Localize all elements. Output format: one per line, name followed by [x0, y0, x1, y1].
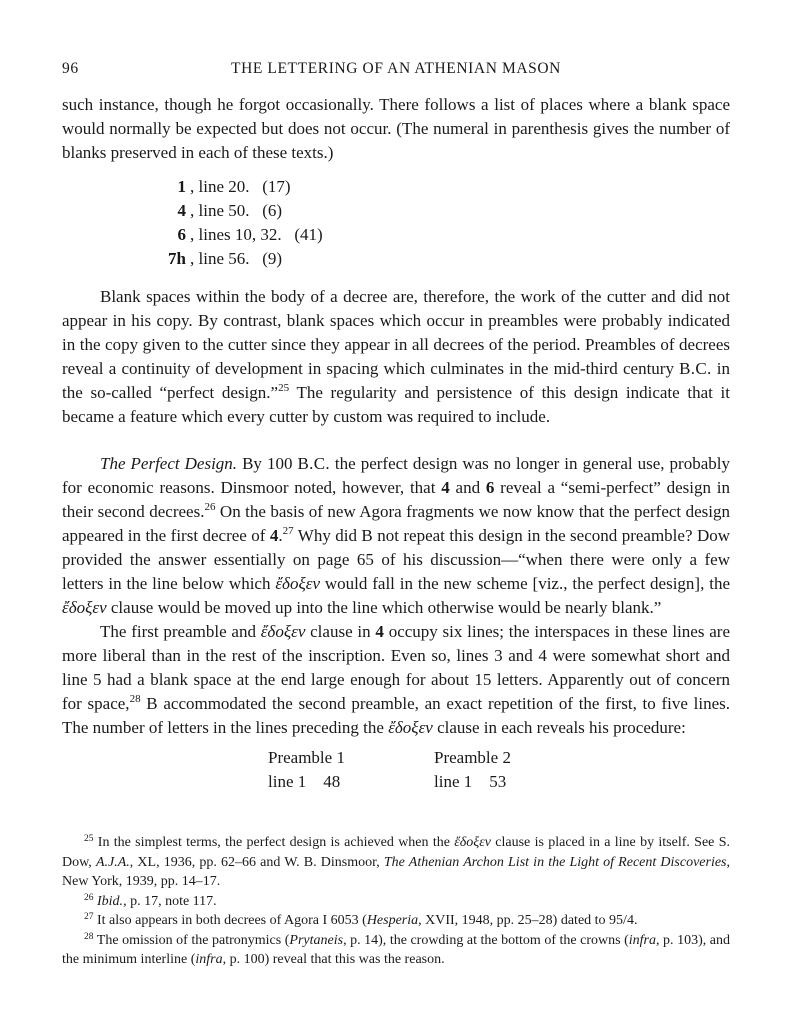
blank-space-list	[62, 175, 730, 271]
paragraph-first-preamble: The first preamble and ἔδοξεν clause in 4 occupy six lines; the interspaces in these lines are more liberal than in the rest of the inscription. Even so, lines 3 and 4 were somewhat short and line 5 had a blank space at the end large enough for about 15 letters. Apparently out of concern for space,$^{28}$ B accommodated the second preamble, an exact repetition of the first, to five lines. The number of letters in the lines preceding the ἔδοξεν clause in each reveals his procedure:	[62, 622, 731, 737]
table-cell: line 1 53	[434, 772, 507, 791]
running-title: THE LETTERING OF AN ATHENIAN MASON	[231, 60, 561, 77]
footnote-28: $^{28}$ The omission of the patronymics (Prytaneis, p. 14), the crowding at the bottom of the crowns (infra, p. 103), and the minimum interline (infra, p. 100) reveal that this was the reason.	[62, 931, 730, 967]
preamble-2-column	[434, 746, 511, 794]
text-number: 4	[177, 201, 186, 220]
column-header: Preamble 2	[434, 748, 511, 767]
column-header: Preamble 1	[268, 748, 345, 767]
footnote-25: $^{25}$ In the simplest terms, the perfect design is achieved when the ἔδοξεν clause is placed in a line by itself. See S. Dow, A.J.A., XL, 1936, pp. 62–66 and W. B. Dinsmoor, The Athenian Archon List in the Light of Recent Discoveries, New York, 1939, pp. 14–17.	[62, 834, 730, 889]
section-heading: The Perfect Design.	[100, 454, 238, 473]
list-item	[62, 175, 730, 199]
body-text	[62, 93, 730, 798]
greek-word: ἔδοξεν	[260, 622, 306, 641]
footnote-27: $^{27}$ It also appears in both decrees of Agora I 6053 (Hesperia, XVII, 1948, pp. 25–28) dated to 95/4.	[84, 912, 638, 928]
list-item	[62, 223, 730, 247]
list-item	[62, 199, 730, 223]
footnote-ref-27[interactable]: 27	[282, 525, 294, 537]
preamble-1-column	[268, 746, 345, 794]
footnote-ref-25[interactable]: 25	[278, 382, 290, 394]
list-item-text: , line 50. (6)	[190, 201, 283, 220]
footnote-ref-28[interactable]: 28	[129, 693, 141, 705]
list-item-text: , lines 10, 32. (41)	[190, 225, 323, 244]
running-header	[62, 60, 730, 82]
text-number: 1	[177, 177, 186, 196]
footnote-26: $^{26}$ Ibid., p. 17, note 117.	[84, 892, 217, 909]
list-item	[62, 247, 730, 271]
table-cell: line 1 48	[268, 772, 341, 791]
bc-abbrev: B.C.	[679, 359, 712, 378]
footnotes	[62, 833, 730, 970]
greek-word: ἔδοξεν	[62, 598, 107, 617]
text-number: 7h	[168, 249, 186, 268]
page-number: 96	[62, 60, 79, 77]
intro-paragraph: such instance, though he forgot occasionally. There follows a list of places where a blank space would normally be expected but does not occur. (The numeral in parenthesis gives the number of blanks preserved in each of these texts.)	[62, 95, 730, 162]
footnote-ref-26[interactable]: 26	[204, 501, 216, 513]
greek-word: ἔδοξεν	[388, 718, 433, 737]
paragraph-blank-spaces: Blank spaces within the body of a decree are, therefore, the work of the cutter and did not appear in his copy. By contrast, blank spaces which occur in preambles were probably indicated in the copy given to the cutter since they appear in all decrees of the period. Preambles of decrees reveal a continuity of development in spacing which culminates in the mid-third century B.C. in the so-called “perfect design.”$^{25}$ The regularity and persistence of this design indicate that it became a feature which every cutter by custom was required to include.	[62, 287, 730, 426]
text-number: 6	[177, 225, 186, 244]
greek-word: ἔδοξεν	[454, 835, 491, 850]
greek-word: ἔδοξεν	[275, 574, 320, 593]
bc-abbrev: B.C.	[297, 454, 330, 473]
list-item-text: , line 20. (17)	[190, 177, 291, 196]
preamble-table	[62, 746, 730, 798]
list-item-text: , line 56. (9)	[190, 249, 283, 268]
paragraph-perfect-design: The Perfect Design. By 100 B.C. the perfect design was no longer in general use, probably for economic reasons. Dinsmoor noted, however, that 4 and 6 reveal a “semi-perfect” design in their second decrees.$^{26}$ On the basis of new Agora fragments we now know that the perfect design appeared in the first decree of 4.27 Why did B not repeat this design in the second preamble? Dow provided the answer essentially on page 65 of his discussion—“when there were only a few letters in the line below which ἔδοξεν would fall in the new scheme [viz., the perfect design], the ἔδοξεν clause would be moved up into the line which otherwise would be nearly blank.”	[62, 454, 731, 617]
